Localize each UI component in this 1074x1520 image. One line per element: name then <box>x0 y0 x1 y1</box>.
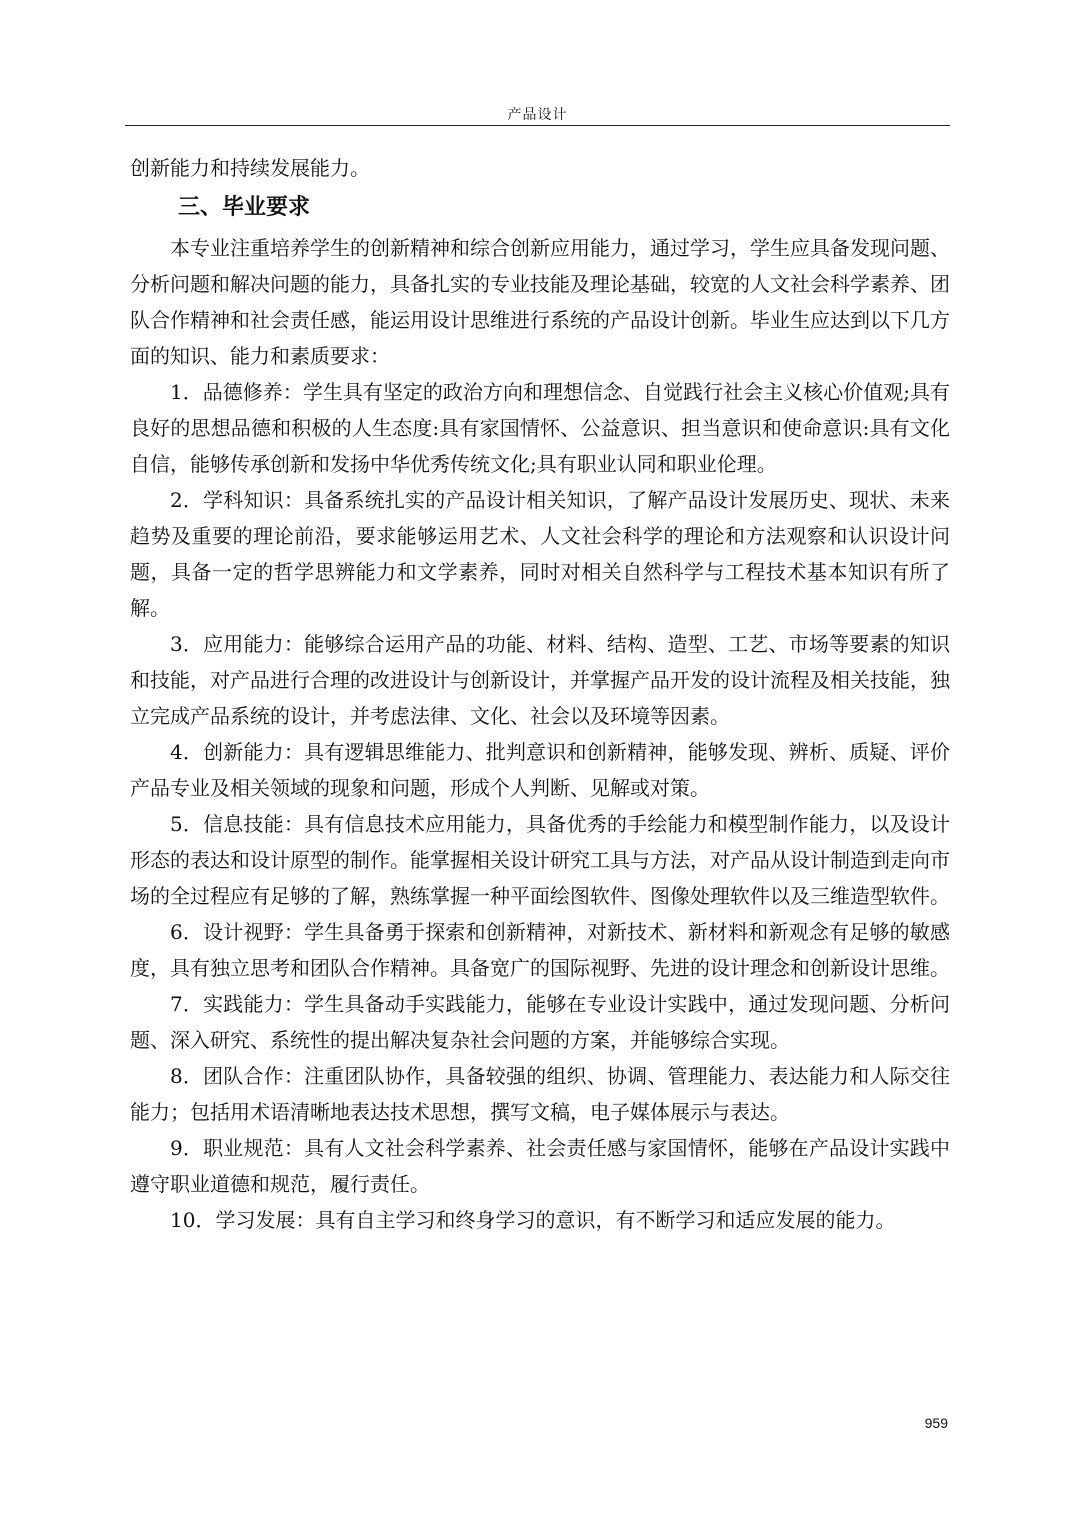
running-header: 产品设计 <box>507 107 568 123</box>
section-heading: 三、毕业要求 <box>178 195 311 220</box>
requirement-item-10: 10．学习发展：具有自主学习和终身学习的意识，有不断学习和适应发展的能力。 <box>170 1208 896 1232</box>
requirement-item-2: 2．学科知识：具备系统扎实的产品设计相关知识，了解产品设计发展历史、现状、未来趋势及重要的理论前沿，要求能够运用艺术、人文社会科学的理论和方法观察和认识设计问题，具备一定的哲学思辨能力和文学素养，同时对相关自然科学与工程技术基本知识有所了解。 <box>130 488 950 620</box>
requirement-item-4: 4．创新能力：具有逻辑思维能力、批判意识和创新精神，能够发现、辨析、质疑、评价产品专业及相关领域的现象和问题，形成个人判断、见解或对策。 <box>130 740 950 800</box>
page-body <box>130 150 950 1238</box>
intro-continuation-paragraph: 创新能力和持续发展能力。 <box>130 156 370 180</box>
requirement-item-1: 1．品德修养：学生具有坚定的政治方向和理想信念、自觉践行社会主义核心价值观;具有良好的思想品德和积极的人生态度:具有家国情怀、公益意识、担当意识和使命意识:具有文化自信，能够传承创新和发扬中华优秀传统文化;具有职业认同和职业伦理。 <box>130 380 950 476</box>
section-intro-paragraph: 本专业注重培养学生的创新精神和综合创新应用能力，通过学习，学生应具备发现问题、分析问题和解决问题的能力，具备扎实的专业技能及理论基础，较宽的人文社会科学素养、团队合作精神和社会责任感，能运用设计思维进行系统的产品设计创新。毕业生应达到以下几方面的知识、能力和素质要求： <box>130 236 950 368</box>
requirement-item-8: 8．团队合作：注重团队协作，具备较强的组织、协调、管理能力、表达能力和人际交往能力；包括用术语清晰地表达技术思想，撰写文稿，电子媒体展示与表达。 <box>130 1064 950 1124</box>
requirement-item-5: 5．信息技能：具有信息技术应用能力，具备优秀的手绘能力和模型制作能力，以及设计形态的表达和设计原型的制作。能掌握相关设计研究工具与方法，对产品从设计制造到走向市场的全过程应有足够的了解，熟练掌握一种平面绘图软件、图像处理软件以及三维造型软件。 <box>130 812 950 908</box>
page-number: 959 <box>924 1415 948 1431</box>
header-rule <box>125 125 950 126</box>
requirement-item-9: 9．职业规范：具有人文社会科学素养、社会责任感与家国情怀，能够在产品设计实践中遵守职业道德和规范，履行责任。 <box>130 1136 950 1196</box>
requirement-item-6: 6．设计视野：学生具备勇于探索和创新精神，对新技术、新材料和新观念有足够的敏感度，具有独立思考和团队合作精神。具备宽广的国际视野、先进的设计理念和创新设计思维。 <box>130 920 950 980</box>
requirement-item-3: 3．应用能力：能够综合运用产品的功能、材料、结构、造型、工艺、市场等要素的知识和技能，对产品进行合理的改进设计与创新设计，并掌握产品开发的设计流程及相关技能，独立完成产品系统的设计，并考虑法律、文化、社会以及环境等因素。 <box>130 632 950 728</box>
requirement-item-7: 7．实践能力：学生具备动手实践能力，能够在专业设计实践中，通过发现问题、分析问题、深入研究、系统性的提出解决复杂社会问题的方案，并能够综合实现。 <box>130 992 950 1052</box>
